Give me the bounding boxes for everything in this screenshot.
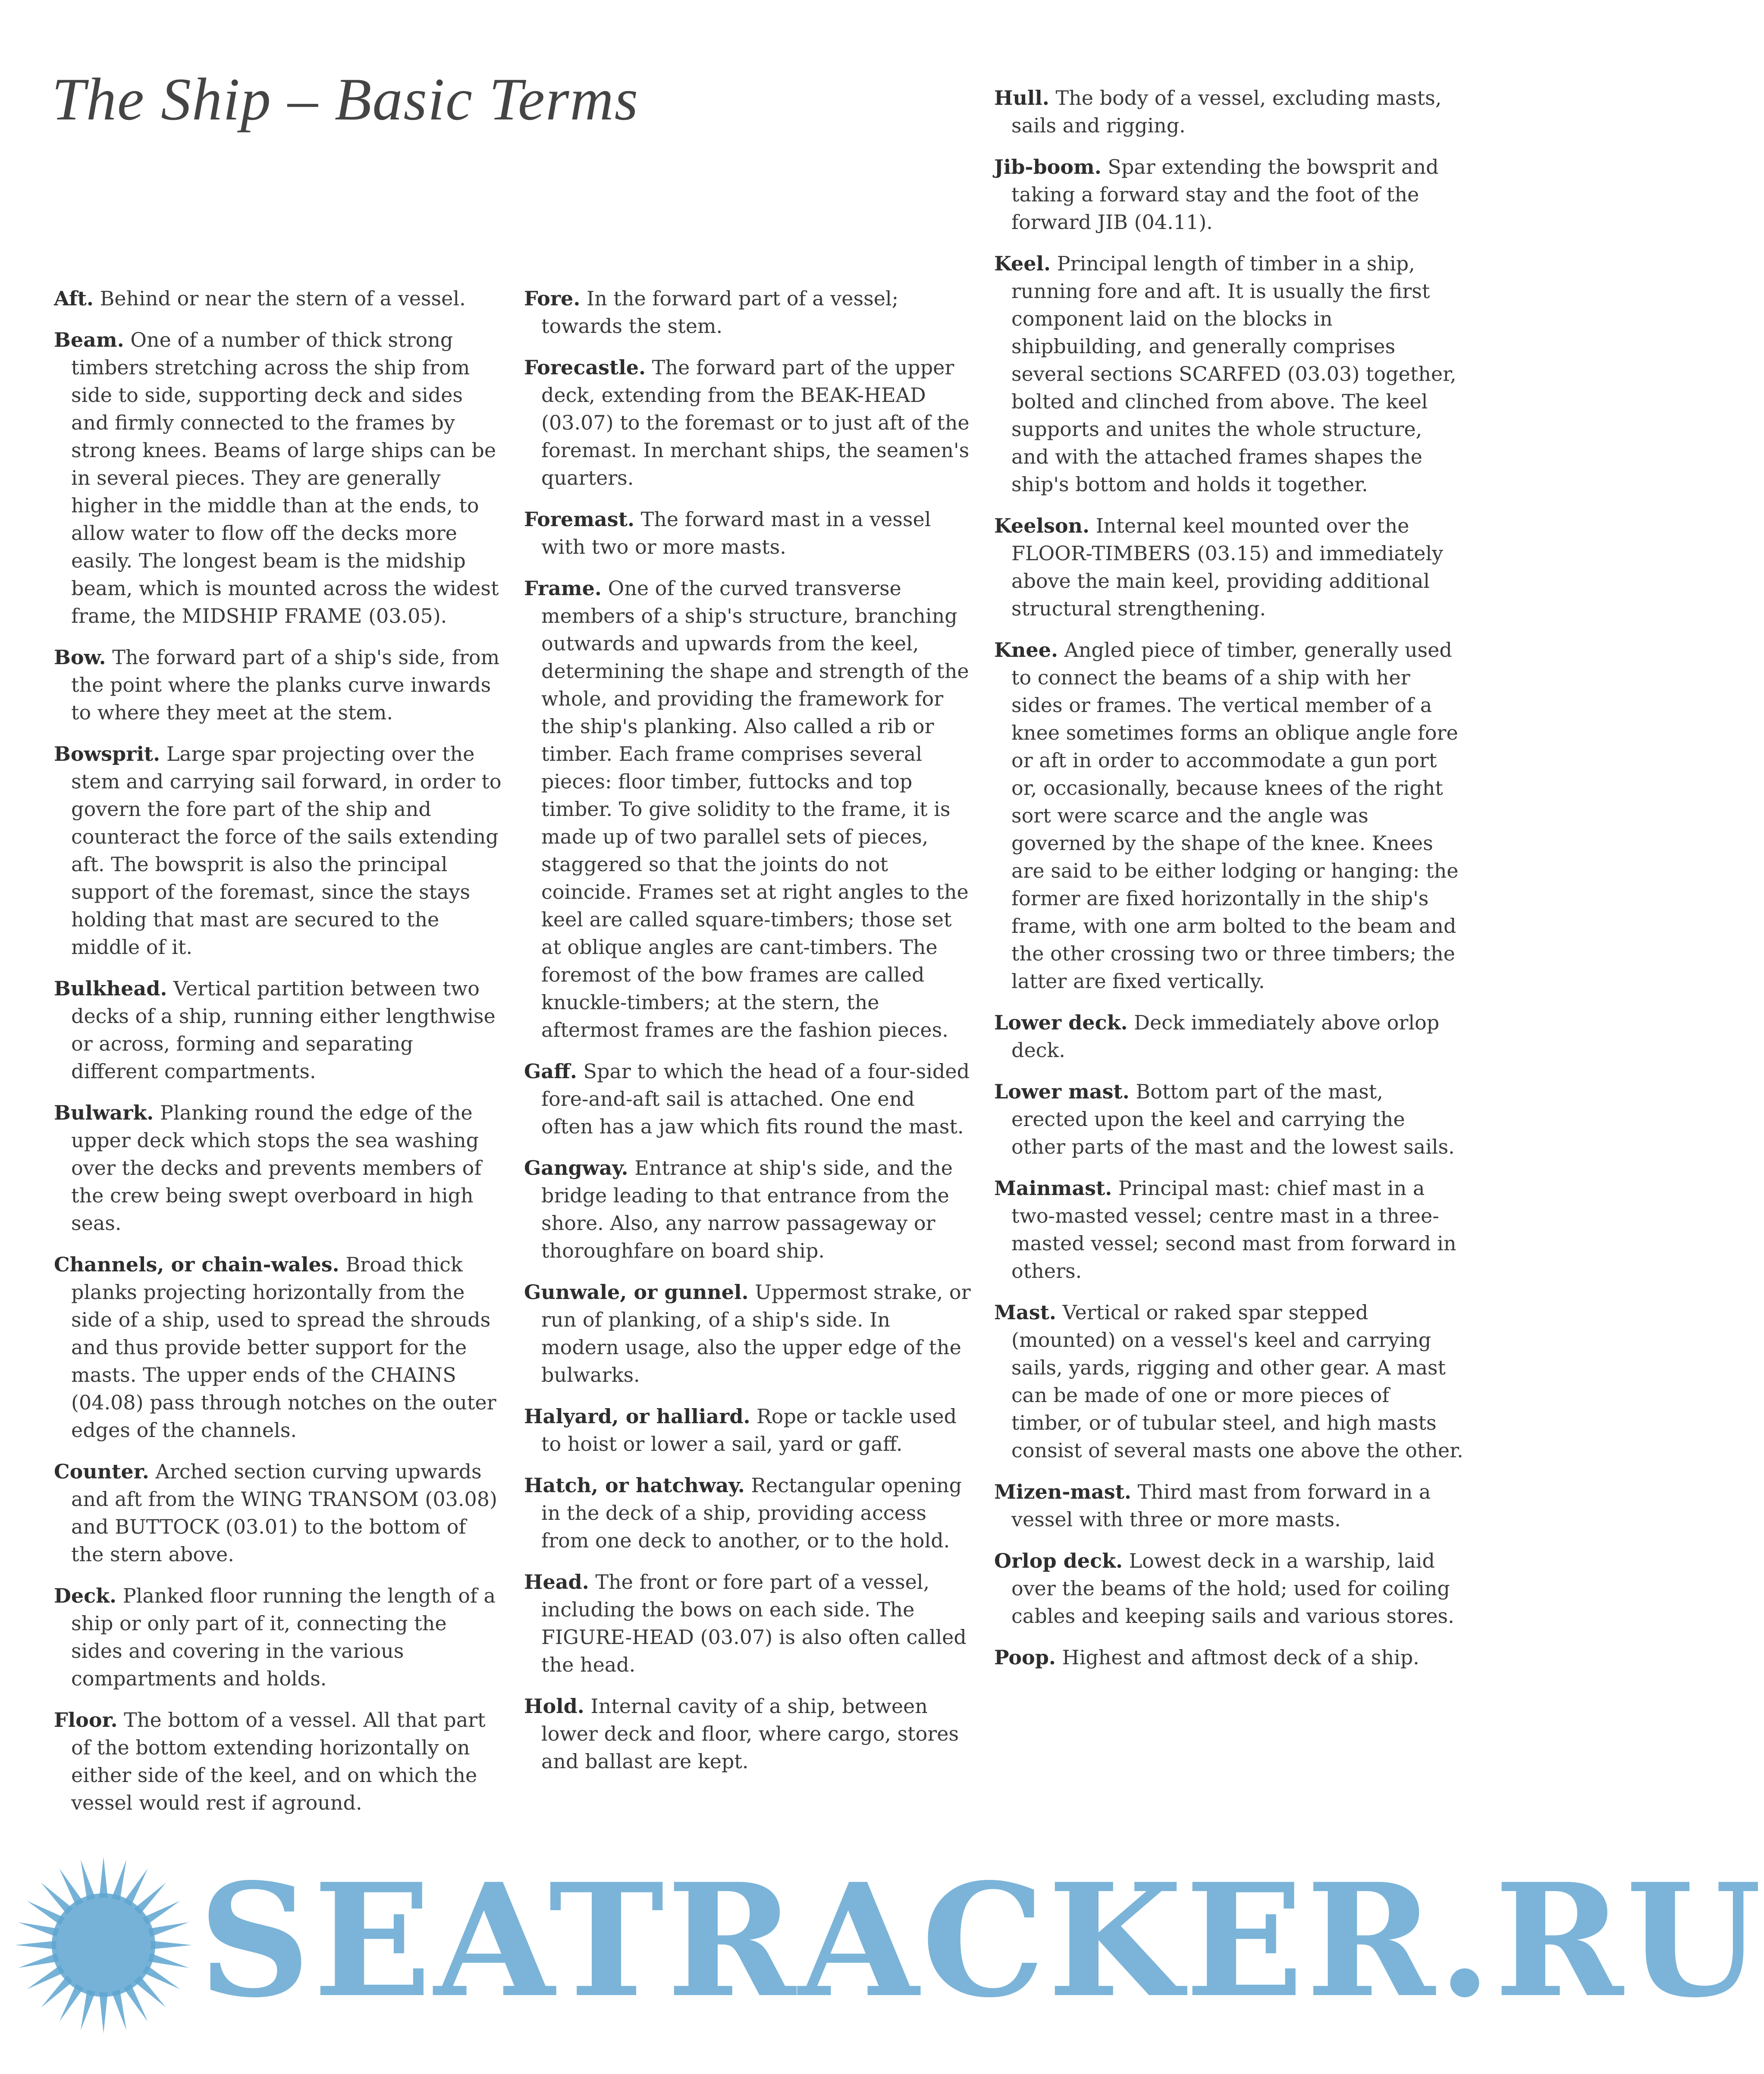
glossary-entry [524, 505, 973, 561]
glossary-entry [994, 1547, 1464, 1630]
glossary-term: Lower deck. [994, 1011, 1128, 1034]
glossary-entry [994, 1009, 1464, 1064]
glossary-entry [524, 1472, 973, 1554]
glossary-definition: The forward mast in a vessel with two or more masts. [541, 508, 931, 559]
sun-burst-icon [13, 1854, 194, 2036]
glossary-definition: The bottom of a vessel. All that part of the bottom extending horizontally on either side of the keel, and on which the vessel would rest if aground. [71, 1708, 486, 1814]
glossary-term: Hull. [994, 86, 1049, 110]
glossary-column-3 [994, 84, 1464, 1685]
sun-ray [151, 1941, 192, 1949]
glossary-definition: Vertical or raked spar stepped (mounted) on a vessel's keel and carrying sails, yards, rigging and other gear. A mast can be made of one or more pieces of timber, or of tubular steel, and high masts consist of several masts one above the other. [1011, 1301, 1463, 1462]
page-title: The Ship – Basic Terms [52, 66, 639, 133]
glossary-definition: Internal keel mounted over the FLOOR-TIMBERS (03.15) and immediately above the main keel, providing additional structural strengthening. [1011, 514, 1444, 620]
glossary-entry [524, 1057, 973, 1140]
glossary-term: Foremast. [524, 508, 634, 531]
glossary-term: Gaff. [524, 1060, 577, 1083]
glossary-term: Aft. [54, 287, 94, 310]
glossary-term: Jib-boom. [994, 155, 1102, 179]
glossary-column-1 [54, 285, 502, 1830]
glossary-entry [524, 1154, 973, 1264]
glossary-entry [54, 740, 502, 961]
glossary-entry [54, 1582, 502, 1692]
glossary-term: Fore. [524, 287, 581, 310]
glossary-definition: Spar extending the bowsprit and taking a forward stay and the foot of the forward JIB (04.11). [1011, 155, 1439, 234]
glossary-entry [54, 1706, 502, 1817]
glossary-term: Counter. [54, 1460, 149, 1483]
sun-ray [15, 1941, 56, 1949]
glossary-entry [524, 1568, 973, 1679]
glossary-term: Keelson. [994, 514, 1090, 537]
glossary-definition: Bottom part of the mast, erected upon the keel and carrying the other parts of the mast and the lowest sails. [1011, 1080, 1455, 1158]
glossary-term: Hold. [524, 1694, 584, 1718]
glossary-definition: The body of a vessel, excluding masts, sails and rigging. [1011, 86, 1442, 137]
glossary-definition: Uppermost strake, or run of planking, of a ship's side. In modern usage, also the upper edge of the bulwarks. [541, 1280, 971, 1387]
glossary-entry [524, 1403, 973, 1458]
glossary-entry [524, 354, 973, 492]
glossary-entry [994, 1174, 1464, 1285]
glossary-definition: The forward part of a ship's side, from the point where the planks curve inwards to where they meet at the stem. [71, 646, 500, 724]
watermark-text: SEATRACKER.RU [198, 1849, 1764, 2032]
glossary-entry [994, 1299, 1464, 1464]
glossary-definition: The front or fore part of a vessel, including the bows on each side. The FIGURE-HEAD (03.07) is also often called the head. [541, 1570, 967, 1676]
glossary-term: Head. [524, 1570, 589, 1594]
glossary-term: Gunwale, or gunnel. [524, 1280, 749, 1304]
glossary-term: Orlop deck. [994, 1549, 1123, 1572]
glossary-entry [54, 643, 502, 726]
glossary-definition: Rectangular opening in the deck of a ship, providing access from one deck to another, or to the hold. [541, 1474, 962, 1552]
glossary-definition: Highest and aftmost deck of a ship. [1062, 1646, 1419, 1669]
glossary-term: Deck. [54, 1584, 117, 1607]
glossary-entry [54, 1251, 502, 1444]
glossary-entry [54, 1099, 502, 1237]
glossary-term: Gangway. [524, 1156, 628, 1180]
glossary-definition: One of the curved transverse members of a ship's structure, branching outwards and upwards from the keel, determining the shape and strength of the whole, and providing the framework for the ship's planking. Also called a rib or timber. Each frame comprises several pieces: floor timber, futtocks and top timber. To give solidity to the frame, it is made up of two parallel sets of pieces, staggered so that the joints do not coincide. Frames set at right angles to the keel are called square-timbers; those set at oblique angles are cant-timbers. The foremost of the bow frames are called knuckle-timbers; at the stern, the aftermost frames are the fashion pieces. [541, 577, 969, 1042]
glossary-entry [994, 512, 1464, 622]
glossary-term: Mainmast. [994, 1177, 1112, 1200]
glossary-term: Halyard, or halliard. [524, 1405, 750, 1428]
glossary-definition: Third mast from forward in a vessel with three or more masts. [1011, 1480, 1431, 1531]
glossary-definition: Principal mast: chief mast in a two-masted vessel; centre mast in a three-masted vessel; second mast from forward in others. [1011, 1177, 1456, 1283]
glossary-definition: Deck immediately above orlop deck. [1011, 1011, 1440, 1062]
glossary-term: Bulwark. [54, 1101, 154, 1124]
glossary-entry [524, 574, 973, 1044]
glossary-entry [994, 1644, 1464, 1671]
glossary-definition: Large spar projecting over the stem and carrying sail forward, in order to govern the fore part of the ship and counteract the force of the sails extending aft. The bowsprit is also the principal support of the foremast, since the stays holding that mast are secured to the middle of it. [71, 742, 502, 959]
glossary-definition: Planking round the edge of the upper deck which stops the sea washing over the decks and prevents members of the crew being swept overboard in high seas. [71, 1101, 482, 1235]
glossary-term: Forecastle. [524, 356, 646, 379]
glossary-term: Bulkhead. [54, 977, 167, 1000]
glossary-definition: Planked floor running the length of a ship or only part of it, connecting the sides and covering in the various compartments and holds. [71, 1584, 496, 1690]
glossary-definition: Spar to which the head of a four-sided fore-and-aft sail is attached. One end often has a jaw which fits round the mast. [541, 1060, 970, 1138]
glossary-entry [54, 326, 502, 630]
glossary-definition: Behind or near the stern of a vessel. [100, 287, 466, 310]
watermark [13, 1829, 1764, 2057]
glossary-entry [524, 285, 973, 340]
glossary-term: Floor. [54, 1708, 118, 1732]
glossary-definition: Rope or tackle used to hoist or lower a sail, yard or gaff. [541, 1405, 957, 1456]
glossary-term: Mast. [994, 1301, 1056, 1324]
glossary-definition: Lowest deck in a warship, laid over the beams of the hold; used for coiling cables and keeping sails and various stores. [1011, 1549, 1454, 1628]
glossary-entry [54, 285, 502, 312]
glossary-definition: One of a number of thick strong timbers stretching across the ship from side to side, supporting deck and sides and firmly connected to the frames by strong knees. Beams of large ships can be in several pieces. They are generally higher in the middle than at the ends, to allow water to flow off the decks more easily. The longest beam is the midship beam, which is mounted across the widest frame, the MIDSHIP FRAME (03.05). [71, 328, 499, 628]
glossary-entry [994, 153, 1464, 236]
glossary-definition: The forward part of the upper deck, extending from the BEAK-HEAD (03.07) to the foremast or to just aft of the foremast. In merchant ships, the seamen's quarters. [541, 356, 970, 489]
glossary-definition: Arched section curving upwards and aft from the WING TRANSOM (03.08) and BUTTOCK (03.01) to the bottom of the stern above. [71, 1460, 497, 1566]
glossary-definition: Broad thick planks projecting horizontally from the side of a ship, used to spread the shrouds and thus provide better support for the masts. The upper ends of the CHAINS (04.08) pass through notches on the outer edges of the channels. [71, 1253, 496, 1442]
sun-ray [99, 1992, 108, 2033]
glossary-entry [994, 1078, 1464, 1161]
glossary-term: Mizen-mast. [994, 1480, 1131, 1503]
glossary-term: Keel. [994, 252, 1051, 275]
glossary-column-2 [524, 285, 973, 1789]
glossary-term: Hatch, or hatchway. [524, 1474, 745, 1497]
glossary-entry [54, 975, 502, 1085]
glossary-term: Poop. [994, 1646, 1056, 1669]
glossary-term: Beam. [54, 328, 124, 351]
sun-ray [99, 1857, 108, 1898]
glossary-entry [524, 1692, 973, 1775]
glossary-entry [994, 250, 1464, 498]
glossary-definition: In the forward part of a vessel; towards the stem. [541, 287, 899, 338]
glossary-entry [994, 1478, 1464, 1533]
glossary-term: Bow. [54, 646, 106, 669]
glossary-definition: Angled piece of timber, generally used to connect the beams of a ship with her sides or frames. The vertical member of a knee sometimes forms an oblique angle fore or aft in order to accommodate a gun port or, occasionally, because knees of the right sort were scarce and the angle was governed by the shape of the knee. Knees are said to be either lodging or hanging: the former are fixed horizontally in the ship's frame, with one arm bolted to the beam and the other crossing two or three timbers; the latter are fixed vertically. [1011, 638, 1459, 993]
glossary-entry [54, 1458, 502, 1568]
glossary-entry [524, 1278, 973, 1389]
glossary-definition: Principal length of timber in a ship, running fore and aft. It is usually the first component laid on the blocks in shipbuilding, and generally comprises several sections SCARFED (03.03) together, bolted and clinched from above. The keel supports and unites the whole structure, and with the attached frames shapes the ship's bottom and holds it together. [1011, 252, 1456, 496]
glossary-term: Bowsprit. [54, 742, 160, 766]
glossary-term: Frame. [524, 577, 602, 600]
glossary-term: Knee. [994, 638, 1058, 662]
glossary-entry [994, 636, 1464, 995]
glossary-definition: Internal cavity of a ship, between lower deck and floor, where cargo, stores and ballast are kept. [541, 1694, 959, 1773]
glossary-term: Lower mast. [994, 1080, 1130, 1103]
glossary-term: Channels, or chain-wales. [54, 1253, 339, 1276]
glossary-definition: Vertical partition between two decks of a ship, running either lengthwise or across, forming and separating different compartments. [71, 977, 496, 1083]
glossary-definition: Entrance at ship's side, and the bridge leading to that entrance from the shore. Also, any narrow passageway or thoroughfare on board ship. [541, 1156, 953, 1262]
glossary-entry [994, 84, 1464, 139]
